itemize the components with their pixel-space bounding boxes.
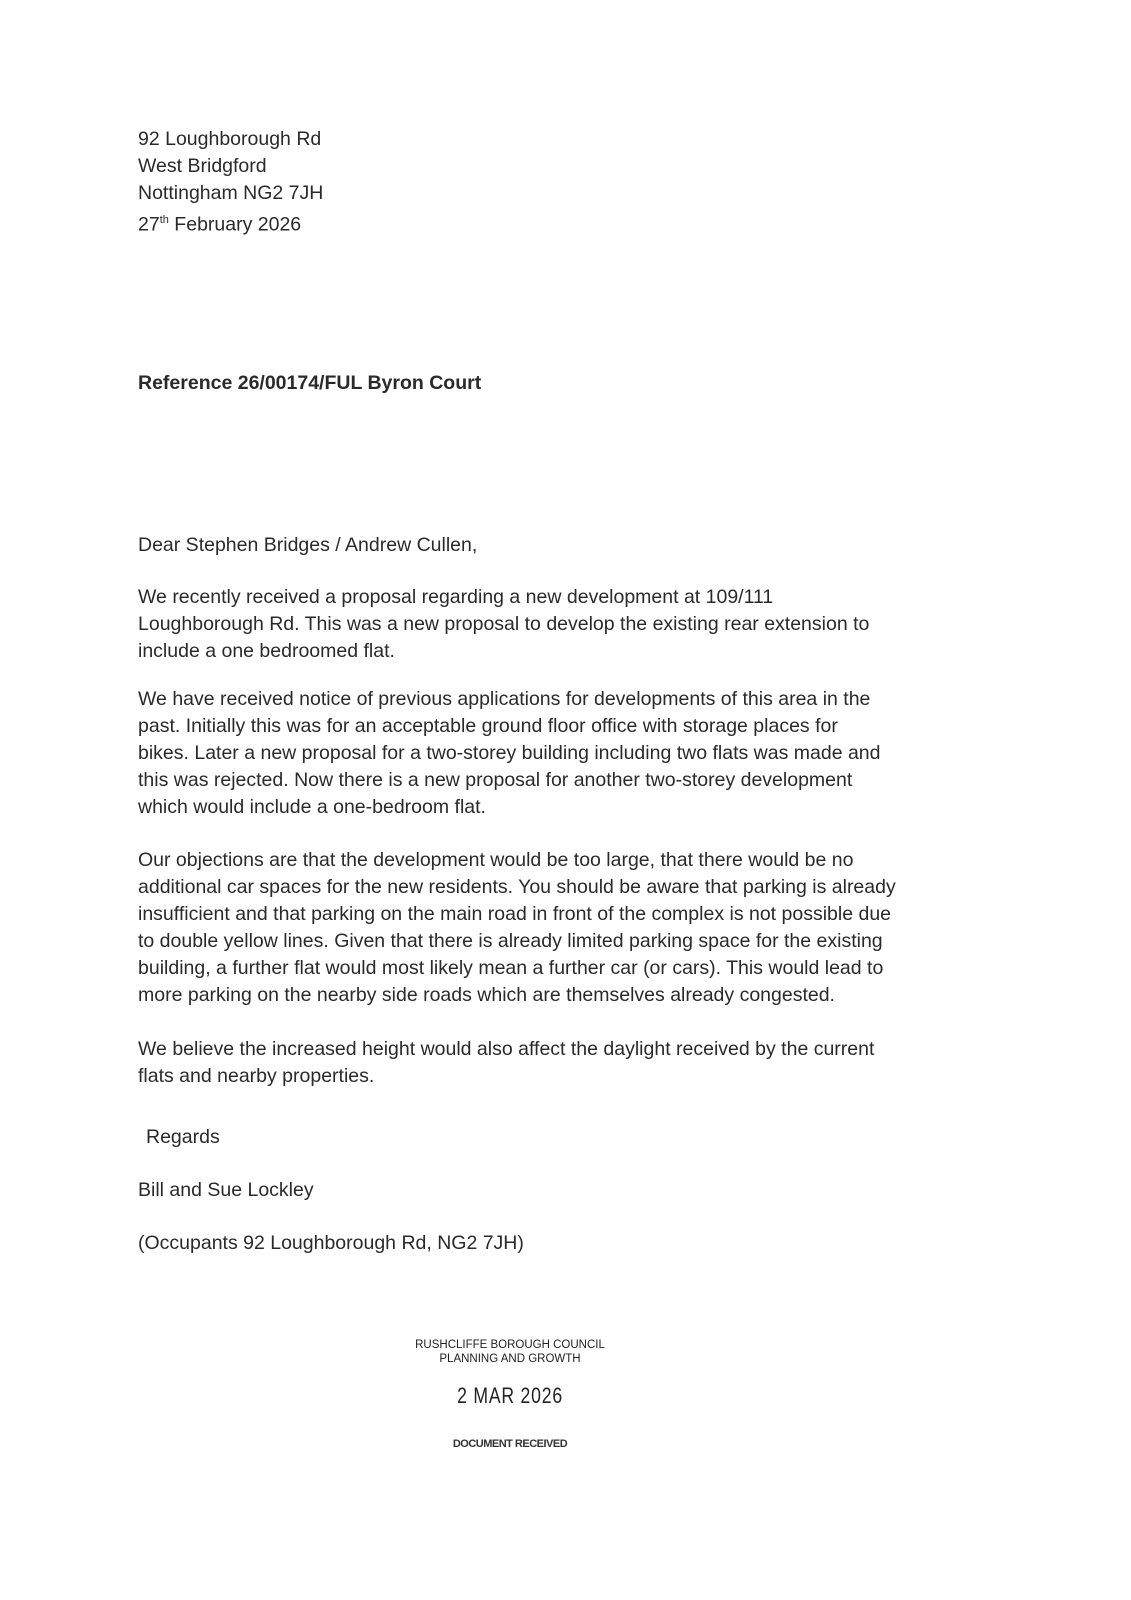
address-line: 92 Loughborough Rd	[138, 128, 322, 150]
paragraph-2	[138, 686, 881, 821]
received-stamp-header	[380, 1338, 640, 1366]
text-line: include a one bedroomed flat.	[138, 640, 395, 662]
occupants-note: (Occupants 92 Loughborough Rd, NG2 7JH)	[138, 1232, 524, 1254]
paragraph-1	[138, 584, 869, 665]
closing: Regards	[146, 1126, 220, 1148]
text-line: more parking on the nearby side roads which are themselves already congested.	[138, 984, 835, 1006]
signatories: Bill and Sue Lockley	[138, 1179, 314, 1201]
reference-heading: Reference 26/00174/FUL Byron Court	[138, 372, 482, 394]
stamp-received: DOCUMENT RECEIVED	[452, 1438, 568, 1450]
text-line: We have received notice of previous applications for developments of this area in the	[138, 688, 871, 710]
stamp-council: RUSHCLIFFE BOROUGH COUNCIL	[415, 1339, 605, 1351]
address-line: Nottingham NG2 7JH	[138, 182, 324, 204]
text-line: this was rejected. Now there is a new proposal for another two-storey development	[138, 769, 853, 791]
text-line: bikes. Later a new proposal for a two-storey building including two flats was made and	[138, 742, 881, 764]
text-line: Loughborough Rd. This was a new proposal to develop the existing rear extension to	[138, 613, 870, 635]
text-line: past. Initially this was for an acceptable ground floor office with storage places for	[138, 715, 838, 737]
text-line: We believe the increased height would also affect the daylight received by the current	[138, 1038, 875, 1060]
stamp-date: 2 MAR 2026	[457, 1383, 563, 1408]
paragraph-3	[138, 847, 896, 1009]
paragraph-4	[138, 1036, 874, 1090]
sender-address	[138, 126, 323, 239]
text-line: building, a further flat would most likely mean a further car (or cars). This would lead to	[138, 957, 884, 979]
salutation: Dear Stephen Bridges / Andrew Cullen,	[138, 534, 478, 556]
text-line: insufficient and that parking on the main road in front of the complex is not possible due	[138, 903, 892, 925]
address-line: West Bridgford	[138, 155, 267, 177]
text-line: which would include a one-bedroom flat.	[138, 796, 486, 818]
text-line: We recently received a proposal regarding a new development at 109/111	[138, 586, 774, 608]
letter-date: 27th February 2026	[138, 213, 302, 236]
text-line: flats and nearby properties.	[138, 1065, 375, 1087]
text-line: to double yellow lines. Given that there is already limited parking space for the existing	[138, 930, 883, 952]
stamp-department: PLANNING AND GROWTH	[439, 1353, 581, 1365]
text-line: Our objections are that the development would be too large, that there would be no	[138, 849, 854, 871]
text-line: additional car spaces for the new residents. You should be aware that parking is already	[138, 876, 896, 898]
